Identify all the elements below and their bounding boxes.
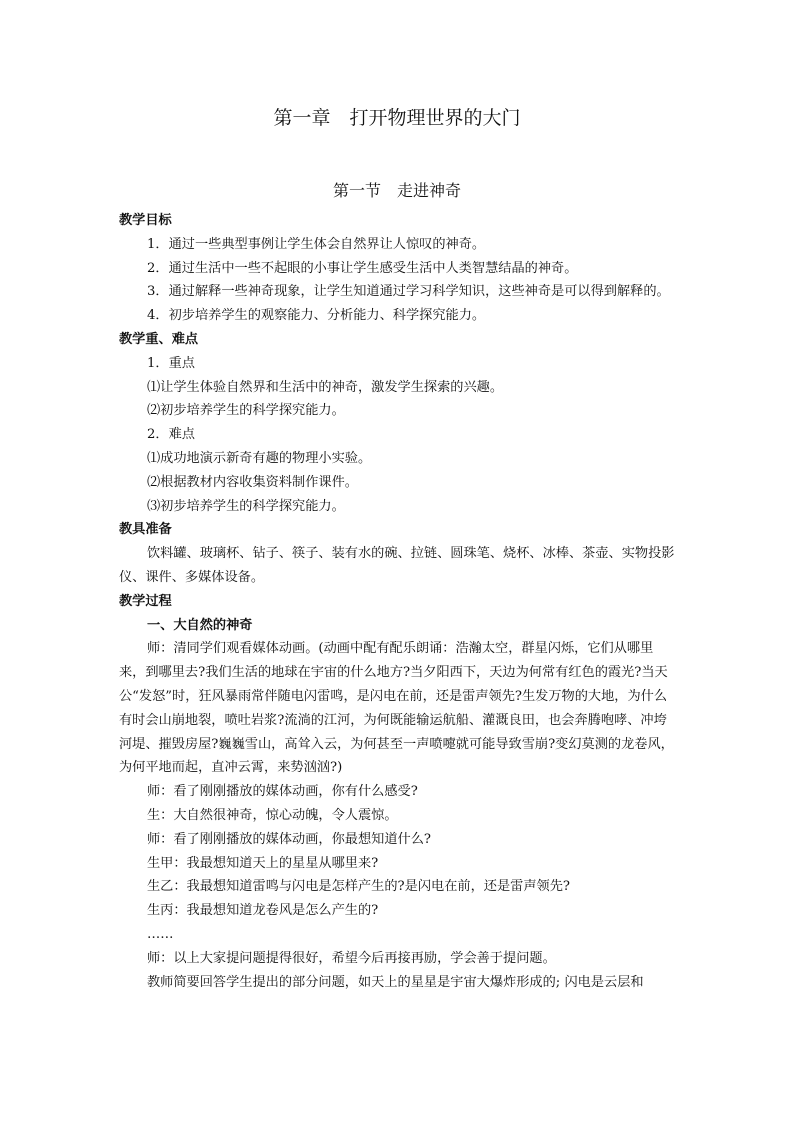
difficulty-item: ⑴成功地演示新奇有趣的物理小实验。 (147, 450, 372, 466)
difficulty-item: ⑵根据教材内容收集资料制作课件。 (147, 474, 358, 490)
process-sub-heading: 一、大自然的神奇 (147, 617, 253, 633)
goals-heading: 教学目标 (119, 213, 172, 228)
dialogue-paragraph: 生丙：我最想知道龙卷风是怎么产生的? (147, 903, 379, 919)
focus-item: ⑵初步培养学生的科学探究能力。 (147, 403, 345, 419)
dialogue-paragraph: 生甲：我最想知道天上的星星从哪里来? (147, 855, 379, 871)
dialogue-paragraph: 生乙：我最想知道雷鸣与闪电是怎样产生的?是闪电在前，还是雷声领先? (147, 879, 570, 895)
ellipsis-line: …… (147, 926, 174, 942)
materials-heading: 教具准备 (119, 522, 172, 538)
focus-label: 1．重点 (147, 355, 195, 371)
chapter-title: 第一章 打开物理世界的大门 (273, 107, 521, 129)
dialogue-paragraph: 师：看了刚刚播放的媒体动画，你最想知道什么? (147, 831, 432, 847)
section-title: 第一节 走进神奇 (332, 181, 461, 200)
difficulty-item: ⑶初步培养学生的科学探究能力。 (147, 498, 345, 514)
focus-item: ⑴让学生体验自然界和生活中的神奇，激发学生探索的兴趣。 (147, 379, 504, 395)
dialogue-paragraph: 教师简要回答学生提出的部分问题，如天上的星星是宇宙大爆炸形成的; 闪电是云层和 (147, 974, 644, 990)
dialogue-paragraph: 师：以上大家提问题提得很好，希望今后再接再励，学会善于提问题。 (147, 950, 556, 966)
goal-item: 3．通过解释一些神奇现象，让学生知道通过学习科学知识，这些神奇是可以得到解释的。 (147, 284, 670, 300)
key-points-heading: 教学重、难点 (119, 331, 199, 347)
materials-text: 饮料罐、玻璃杯、钻子、筷子、装有水的碗、拉链、圆珠笔、烧杯、冰棒、茶壶、实物投影仪、课件、多媒体设备。 (119, 546, 675, 585)
dialogue-paragraph: 师：看了刚刚播放的媒体动画，你有什么感受? (147, 784, 418, 800)
goal-item: 2．通过生活中一些不起眼的小事让学生感受生活中人类智慧结晶的神奇。 (147, 260, 578, 276)
goal-item: 4．初步培养学生的观察能力、分析能力、科学探究能力。 (147, 308, 486, 324)
goal-item: 1．通过一些典型事例让学生体会自然界让人惊叹的神奇。 (147, 236, 486, 252)
difficulty-label: 2．难点 (147, 427, 195, 443)
process-heading: 教学过程 (119, 593, 172, 609)
dialogue-paragraph: 师：清同学们观看媒体动画。(动画中配有配乐朗诵：浩瀚太空，群星闪烁，它们从哪里来，到哪里去?我们生活的地球在宇宙的什么地方?当夕阳西下，天边为何常有红色的霞光?当天公“发怒”时，狂风暴雨常伴随电闪雷鸣，是闪电在前，还是雷声领先?生发万物的大地，为什么有时会山崩地裂，喷吐岩浆?流淌的江河，为何既能输运航船、灌溉良田，也会奔腾咆哮、冲垮河堤、摧毁房屋?巍巍雪山，高耸入云，为何甚至一声喷嚏就可能导致雪崩?变幻莫测的龙卷风，为何平地而起，直冲云霄，来势汹汹?) (119, 641, 674, 776)
dialogue-paragraph: 生：大自然很神奇，惊心动魄，令人震惊。 (147, 807, 398, 823)
